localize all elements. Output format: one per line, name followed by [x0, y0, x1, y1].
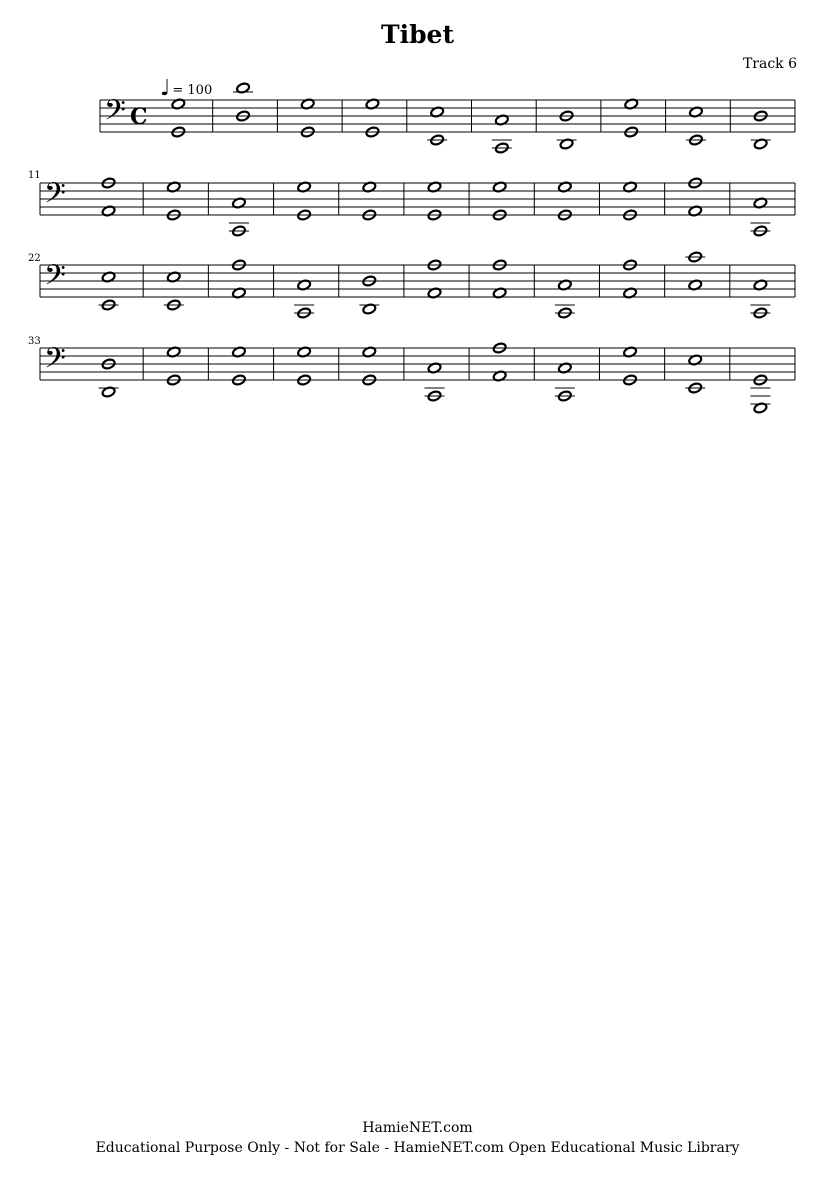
footer-site: HamieNET.com	[362, 1120, 473, 1136]
score-title: Tibet	[380, 20, 455, 49]
bass-clef-icon: 𝄢	[44, 259, 66, 299]
quarter-note-icon: ♩	[160, 76, 171, 101]
system-measure-number: 11	[28, 170, 41, 181]
time-signature: C	[130, 104, 148, 130]
footer-disclaimer: Educational Purpose Only - Not for Sale - HamieNET.com Open Educational Music Library	[95, 1140, 740, 1156]
system-measure-number: 22	[28, 253, 41, 264]
bass-clef-icon: 𝄢	[104, 94, 126, 134]
track-label: Track 6	[742, 56, 797, 72]
bass-clef-icon: 𝄢	[44, 342, 66, 382]
tempo-value: = 100	[172, 83, 213, 98]
bass-clef-icon: 𝄢	[44, 177, 66, 217]
system-measure-number: 33	[28, 336, 41, 347]
